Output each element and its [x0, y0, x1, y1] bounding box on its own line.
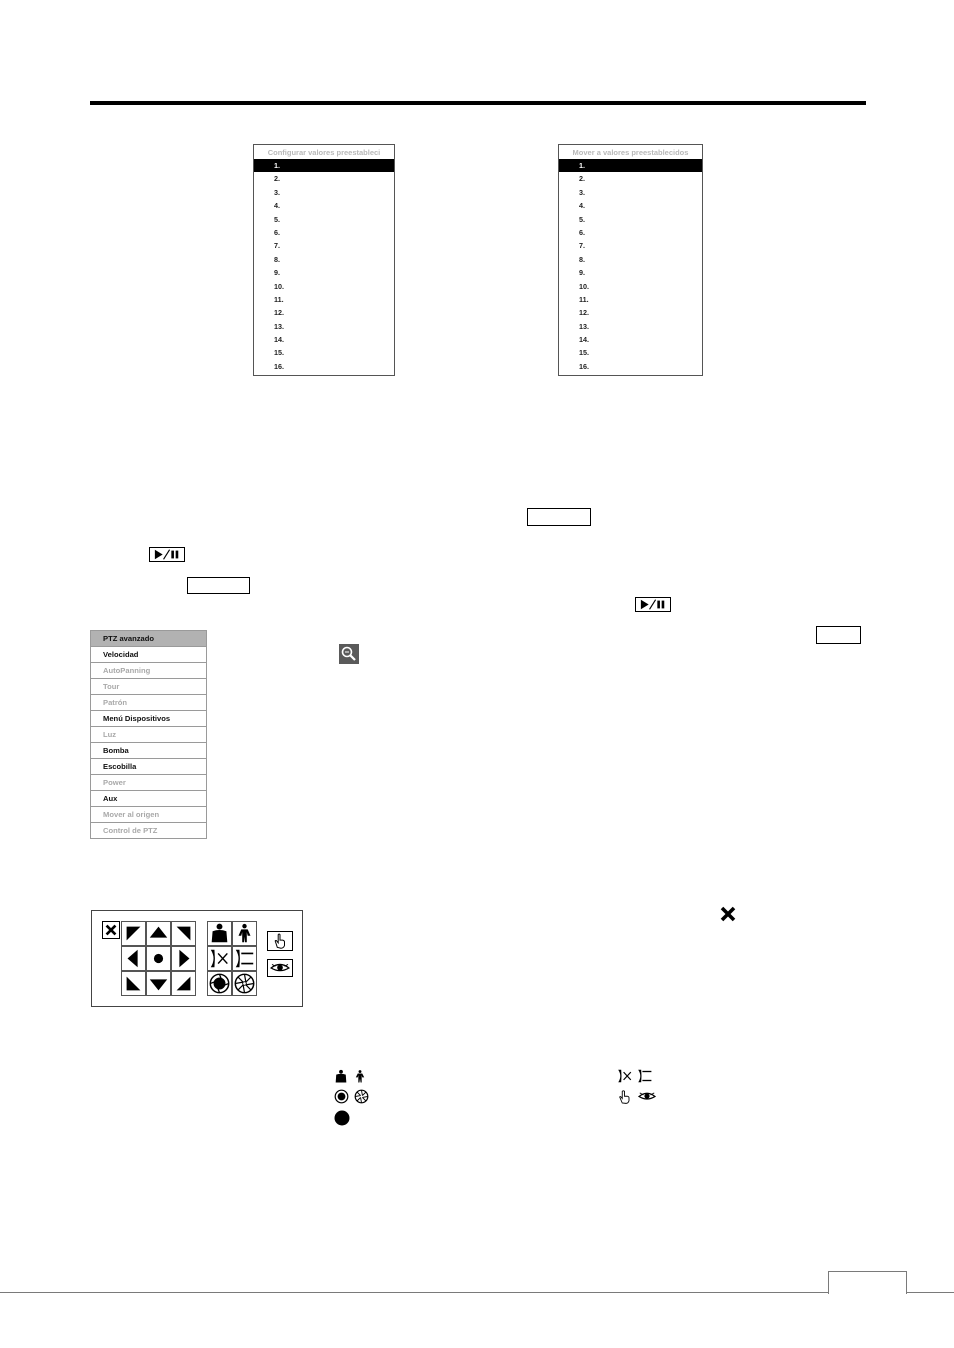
ptz-menu-item: Control de PTZ — [91, 823, 206, 839]
preset-move-item[interactable]: 12. — [579, 308, 589, 318]
iris-close-icon — [354, 1089, 369, 1104]
center-stop-icon — [147, 947, 170, 970]
hand-icon — [268, 932, 292, 950]
iris-close-icon — [233, 972, 256, 995]
preset-set-item[interactable]: 7. — [274, 241, 280, 251]
play-pause-icon — [150, 548, 184, 561]
preset-set-item[interactable]: 9. — [274, 268, 280, 278]
iris-open-icon — [208, 972, 231, 995]
preset-set-item[interactable]: 16. — [274, 361, 284, 371]
pan-up-left-button[interactable] — [121, 921, 146, 946]
close-x-icon — [719, 905, 737, 923]
pan-up-button[interactable] — [146, 921, 171, 946]
ptz-menu-item[interactable]: Escobilla — [91, 759, 206, 775]
ptz-advanced-menu — [90, 630, 207, 839]
ptz-menu-header: PTZ avanzado — [91, 631, 206, 647]
preset-set-item[interactable]: 3. — [274, 187, 280, 197]
play-pause-button-1[interactable] — [149, 547, 185, 562]
zoom-in-button[interactable] — [207, 921, 232, 946]
preset-move-item[interactable]: 16. — [579, 361, 589, 371]
play-pause-icon — [636, 598, 670, 611]
preset-set-list — [254, 159, 394, 373]
pan-right-button[interactable] — [171, 946, 196, 971]
preset-move-item[interactable]: 11. — [579, 294, 589, 304]
preset-move-item[interactable]: 9. — [579, 268, 585, 278]
preset-move-item[interactable]: 15. — [579, 348, 589, 358]
ptz-menu-item: Luz — [91, 727, 206, 743]
pan-up-right-button[interactable] — [171, 921, 196, 946]
preset-move-item[interactable]: 5. — [579, 214, 585, 224]
preset-move-item[interactable]: 2. — [579, 174, 585, 184]
arrow-up-icon — [147, 922, 170, 945]
ptz-menu-item: Mover al origen — [91, 807, 206, 823]
focus-near-button[interactable] — [207, 946, 232, 971]
preset-set-item[interactable]: 14. — [274, 335, 284, 345]
focus-far-icon — [233, 947, 256, 970]
preset-move-panel — [558, 144, 703, 376]
preset-set-item[interactable]: 13. — [274, 321, 284, 331]
preset-set-item[interactable]: 10. — [274, 281, 284, 291]
arrow-left-icon — [122, 947, 145, 970]
preset-move-item[interactable]: 1. — [559, 159, 702, 172]
ptz-menu-item[interactable]: Menú Dispositivos — [91, 711, 206, 727]
preset-set-item[interactable]: 6. — [274, 227, 280, 237]
stop-button[interactable] — [146, 946, 171, 971]
zoom-out-person-icon — [233, 922, 256, 945]
focus-near-icon — [617, 1068, 632, 1084]
focus-far-button[interactable] — [232, 946, 257, 971]
pan-down-right-button[interactable] — [171, 971, 196, 996]
hand-icon — [617, 1089, 632, 1105]
preset-move-item[interactable]: 7. — [579, 241, 585, 251]
preset-set-item[interactable]: 2. — [274, 174, 280, 184]
arrow-up-left-icon — [122, 922, 145, 945]
close-button[interactable] — [102, 921, 120, 939]
preset-set-item[interactable]: 4. — [274, 201, 280, 211]
close-x-icon — [103, 922, 119, 938]
preset-set-item[interactable]: 5. — [274, 214, 280, 224]
arrow-down-left-icon — [122, 972, 145, 995]
iris-close-button[interactable] — [232, 971, 257, 996]
pan-left-button[interactable] — [121, 946, 146, 971]
preset-move-item[interactable]: 4. — [579, 201, 585, 211]
footer-rule — [0, 1292, 954, 1293]
ptz-menu-item[interactable]: Velocidad — [91, 647, 206, 663]
preset-set-item[interactable]: 8. — [274, 254, 280, 264]
iris-open-icon — [334, 1089, 349, 1104]
preset-set-item[interactable]: 11. — [274, 294, 284, 304]
preset-move-item[interactable]: 3. — [579, 187, 585, 197]
pan-down-button[interactable] — [146, 971, 171, 996]
arrow-down-icon — [147, 972, 170, 995]
zoom-magnifier-icon[interactable] — [339, 644, 359, 664]
ptz-menu-item: Patrón — [91, 695, 206, 711]
ptz-menu-item[interactable]: Bomba — [91, 743, 206, 759]
zoom-in-person-icon — [334, 1068, 348, 1084]
arrow-right-icon — [172, 947, 195, 970]
preset-set-title: Configurar valores preestableci — [267, 148, 381, 157]
eye-icon — [637, 1090, 657, 1103]
page-number-tab — [828, 1271, 907, 1294]
ptz-menu-item: Tour — [91, 679, 206, 695]
ptz-menu-item[interactable]: Aux — [91, 791, 206, 807]
arrow-down-right-icon — [172, 972, 195, 995]
preset-move-item[interactable]: 6. — [579, 227, 585, 237]
preset-move-item[interactable]: 14. — [579, 335, 589, 345]
play-pause-button-2[interactable] — [635, 597, 671, 612]
ptz-control-panel — [91, 910, 303, 1007]
eye-button[interactable] — [267, 959, 293, 977]
focus-far-icon — [637, 1068, 652, 1084]
preset-move-item[interactable]: 13. — [579, 321, 589, 331]
eye-icon — [268, 960, 292, 976]
preset-set-item[interactable]: 12. — [274, 308, 284, 318]
zoom-out-person-icon — [353, 1068, 367, 1084]
preset-move-title: Mover a valores preestablecidos — [572, 148, 689, 157]
zoom-out-button[interactable] — [232, 921, 257, 946]
preset-move-item[interactable]: 10. — [579, 281, 589, 291]
stop-circle-icon — [334, 1110, 350, 1126]
inline-button-2[interactable] — [187, 577, 250, 594]
ptz-menu-item: Power — [91, 775, 206, 791]
zoom-in-person-icon — [208, 922, 231, 945]
preset-set-item[interactable]: 1. — [254, 159, 394, 172]
preset-move-list — [559, 159, 702, 373]
arrow-up-right-icon — [172, 922, 195, 945]
inline-button-1[interactable] — [527, 508, 591, 526]
inline-button-3[interactable] — [816, 626, 861, 644]
ptz-menu-item: AutoPanning — [91, 663, 206, 679]
header-rule — [90, 101, 866, 105]
hand-button[interactable] — [267, 931, 293, 951]
focus-near-icon — [208, 947, 231, 970]
preset-set-item[interactable]: 15. — [274, 348, 284, 358]
preset-set-panel — [253, 144, 395, 376]
pan-down-left-button[interactable] — [121, 971, 146, 996]
preset-move-item[interactable]: 8. — [579, 254, 585, 264]
iris-open-button[interactable] — [207, 971, 232, 996]
